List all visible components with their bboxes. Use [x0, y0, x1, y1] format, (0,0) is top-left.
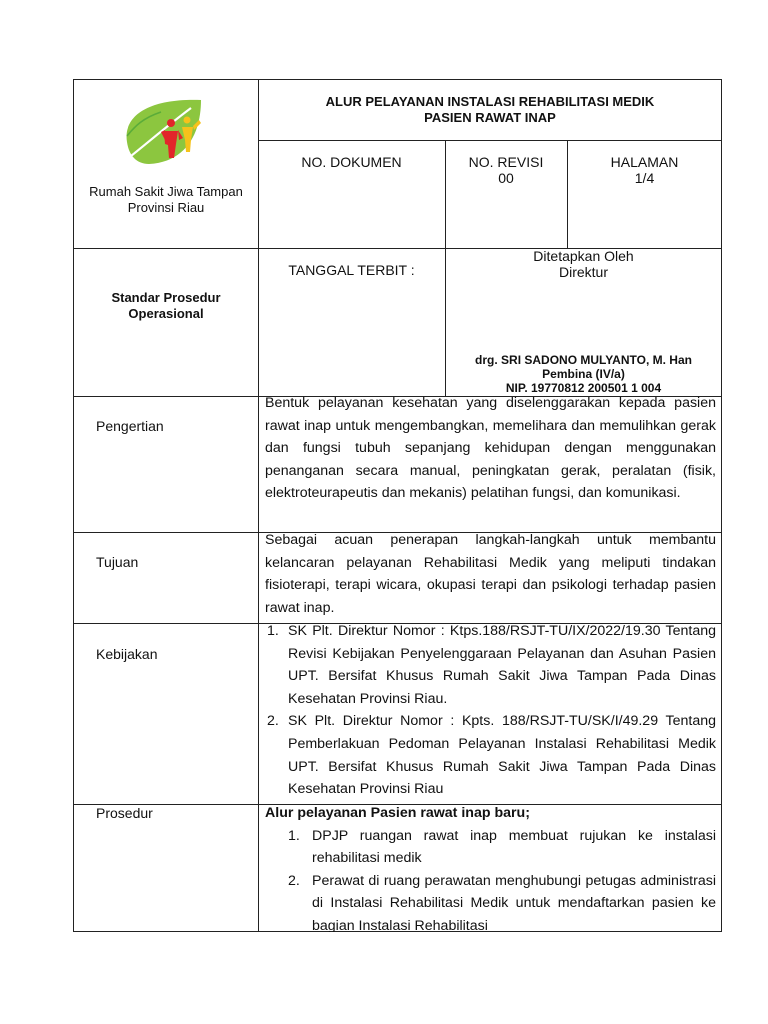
signer-rank: Pembina (IV/a)	[542, 367, 625, 381]
signer-name: drg. SRI SADONO MULYANTO, M. Han	[475, 353, 692, 367]
prosedur-heading: Alur pelayanan Pasien rawat inap baru;	[265, 805, 530, 821]
ditetapkan-line1: Ditetapkan Oleh	[533, 248, 634, 264]
logo-cell	[74, 80, 258, 248]
prosedur-content	[265, 802, 716, 932]
kebijakan-item-number: 1.	[267, 623, 279, 639]
halaman-label: HALAMAN	[610, 154, 679, 170]
tujuan-text: Sebagai acuan penerapan langkah-langkah untuk membantu kelancaran pelayanan Rehabilitasi Medik yang meliputi tindakan fisioterapi, terapi wicara, okupasi terapi dan psikologi terhadap pasien rawat inap.	[265, 532, 716, 616]
kebijakan-item-text: SK Plt. Direktur Nomor : Ktps.188/RSJT-TU/IX/2022/19.30 Tentang Revisi Kebijakan Penyelenggaraan Pelayanan dan Asuhan Pasien UPT. Bersifat Khusus Rumah Sakit Jiwa Tampan Pada Dinas Kesehatan Provinsi Riau.	[288, 623, 716, 707]
prosedur-item-text: DPJP ruangan rawat inap membuat rujukan ke instalasi rehabilitasi medik	[312, 827, 716, 867]
prosedur-item-number: 1.	[288, 827, 300, 844]
kebijakan-item-text: SK Plt. Direktur Nomor : Kpts. 188/RSJT-TU/SK/I/49.29 Tentang Pemberlakuan Pedoman Pelayanan Instalasi Rehabilitasi Medik UPT. Bersifat Khusus Rumah Sakit Jiwa Tampan Pada Dinas Kesehatan Provinsi Riau	[288, 713, 716, 798]
no-revisi-cell	[445, 154, 567, 186]
kebijakan-item	[267, 620, 716, 710]
org-name-line1: Rumah Sakit Jiwa Tampan	[89, 184, 243, 199]
no-dokumen-label: NO. DOKUMEN	[301, 154, 402, 170]
tanggal-terbit-text: TANGGAL TERBIT :	[288, 262, 415, 278]
pengertian-text: Bentuk pelayanan kesehatan yang diselenggarakan kepada pasien rawat inap untuk mengembangkan, memelihara dan memulihkan gerak dan fungsi tubuh sepanjang kehidupan dengan menggunakan penanganan secara manual, peningkatan gerak, peralatan (fisik, elektroteurapeutis dan mekanis) pelatihan fungsi, dan komunikasi.	[265, 395, 716, 502]
sop-line2: Operasional	[128, 306, 204, 321]
tujuan-label: Tujuan	[96, 554, 139, 570]
prosedur-item-number: 2.	[288, 872, 300, 889]
kebijakan-item-number: 2.	[267, 713, 279, 730]
title-line1: ALUR PELAYANAN INSTALASI REHABILITASI MEDIK	[325, 94, 655, 109]
document-title	[258, 94, 722, 126]
sop-line1: Standar Prosedur	[111, 290, 221, 305]
halaman-cell	[567, 154, 722, 186]
hospital-leaf-family-logo-icon	[121, 96, 205, 166]
title-line2: PASIEN RAWAT INAP	[424, 110, 556, 125]
kebijakan-label: Kebijakan	[96, 646, 158, 662]
prosedur-label: Prosedur	[96, 805, 153, 821]
prosedur-item	[288, 825, 716, 870]
sop-document	[73, 79, 722, 932]
no-revisi-value: 00	[498, 170, 514, 186]
halaman-value: 1/4	[634, 170, 655, 186]
ditetapkan-oleh	[445, 248, 722, 280]
kebijakan-item	[267, 710, 716, 800]
signature-block	[445, 353, 722, 395]
prosedur-item-text: Perawat di ruang perawatan menghubungi petugas administrasi di Instalasi Rehabilitasi Medik untuk mendaftarkan pasien ke bagian Instalasi Rehabilitasi	[312, 872, 716, 932]
tanggal-terbit-label	[258, 262, 445, 278]
pengertian-label: Pengertian	[96, 418, 164, 434]
no-revisi-label: NO. REVISI	[468, 154, 544, 170]
signer-nip: NIP. 19770812 200501 1 004	[505, 381, 662, 395]
ditetapkan-line2: Direktur	[558, 264, 608, 280]
kebijakan-list	[267, 620, 716, 801]
no-dokumen-cell	[258, 154, 445, 170]
prosedur-item	[288, 870, 716, 932]
sop-label	[74, 290, 258, 322]
row-divider-title	[258, 140, 722, 141]
org-name-line2: Provinsi Riau	[127, 200, 205, 215]
